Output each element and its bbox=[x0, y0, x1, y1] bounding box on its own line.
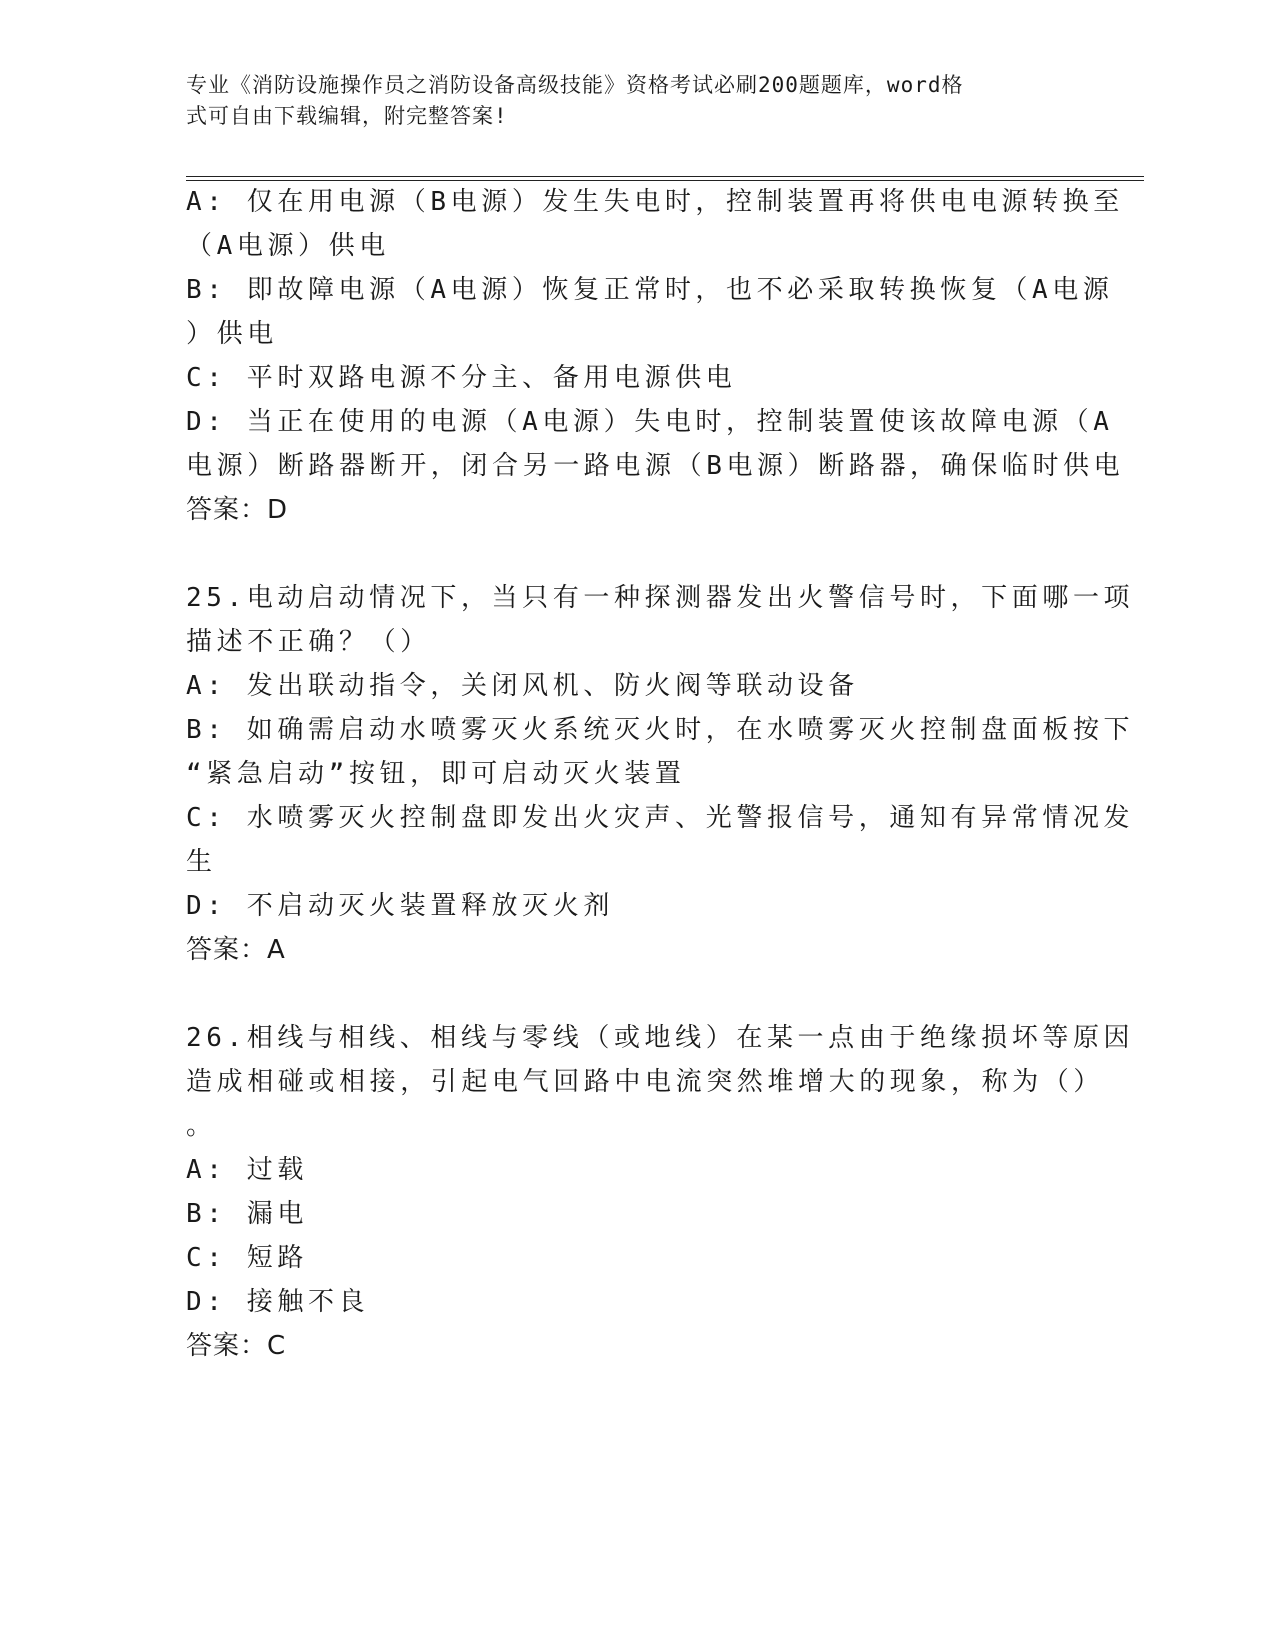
header-rule-top bbox=[186, 176, 1144, 177]
q26-stem-line-1: 26.相线与相线、相线与零线（或地线）在某一点由于绝缘损坏等原因 bbox=[186, 1023, 1135, 1053]
q26-stem-line-3: 。 bbox=[186, 1111, 217, 1141]
q26-option-b: B: 漏电 bbox=[186, 1199, 308, 1229]
q25-option-d: D: 不启动灭火装置释放灭火剂 bbox=[186, 891, 614, 921]
q26-option-a: A: 过载 bbox=[186, 1155, 308, 1185]
q24-option-c: C: 平时双路电源不分主、备用电源供电 bbox=[186, 363, 737, 393]
q24-option-b-line-2: ）供电 bbox=[186, 319, 278, 349]
document-header bbox=[186, 70, 1066, 132]
q24-answer: 答案：D bbox=[186, 495, 289, 525]
header-line-1: 专业《消防设施操作员之消防设备高级技能》资格考试必刷200题题库，word格 bbox=[186, 73, 964, 97]
q26-option-c: C: 短路 bbox=[186, 1243, 308, 1273]
q26-option-d: D: 接触不良 bbox=[186, 1287, 370, 1317]
q25-option-c-line-1: C: 水喷雾灭火控制盘即发出火灾声、光警报信号，通知有异常情况发 bbox=[186, 803, 1135, 833]
q25-option-b-line-1: B: 如确需启动水喷雾灭火系统灭火时，在水喷雾灭火控制盘面板按下 bbox=[186, 715, 1135, 745]
q24-option-b-line-1: B: 即故障电源（A电源）恢复正常时，也不必采取转换恢复（A电源 bbox=[186, 275, 1114, 305]
q26-stem-line-2: 造成相碰或相接，引起电气回路中电流突然堆增大的现象，称为（） bbox=[186, 1067, 1105, 1097]
q25-answer: 答案：A bbox=[186, 935, 286, 965]
q24-option-a-line-1: A: 仅在用电源（B电源）发生失电时，控制装置再将供电电源转换至 bbox=[186, 187, 1124, 217]
q24-option-a-line-2: （A电源）供电 bbox=[186, 231, 390, 261]
q24-option-d-line-1: D: 当正在使用的电源（A电源）失电时，控制装置使该故障电源（A bbox=[186, 407, 1114, 437]
q24-option-d-line-2: 电源）断路器断开，闭合另一路电源（B电源）断路器，确保临时供电 bbox=[186, 451, 1125, 481]
q25-option-c-line-2: 生 bbox=[186, 847, 217, 877]
q25-stem-line-1: 25.电动启动情况下，当只有一种探测器发出火警信号时，下面哪一项 bbox=[186, 583, 1135, 613]
q26-answer: 答案：C bbox=[186, 1331, 287, 1361]
q25-option-a: A: 发出联动指令，关闭风机、防火阀等联动设备 bbox=[186, 671, 859, 701]
q25-stem-line-2: 描述不正确？（） bbox=[186, 627, 431, 657]
q25-option-b-line-2: “紧急启动”按钮，即可启动灭火装置 bbox=[186, 759, 686, 789]
header-line-2: 式可自由下载编辑，附完整答案! bbox=[186, 104, 508, 128]
